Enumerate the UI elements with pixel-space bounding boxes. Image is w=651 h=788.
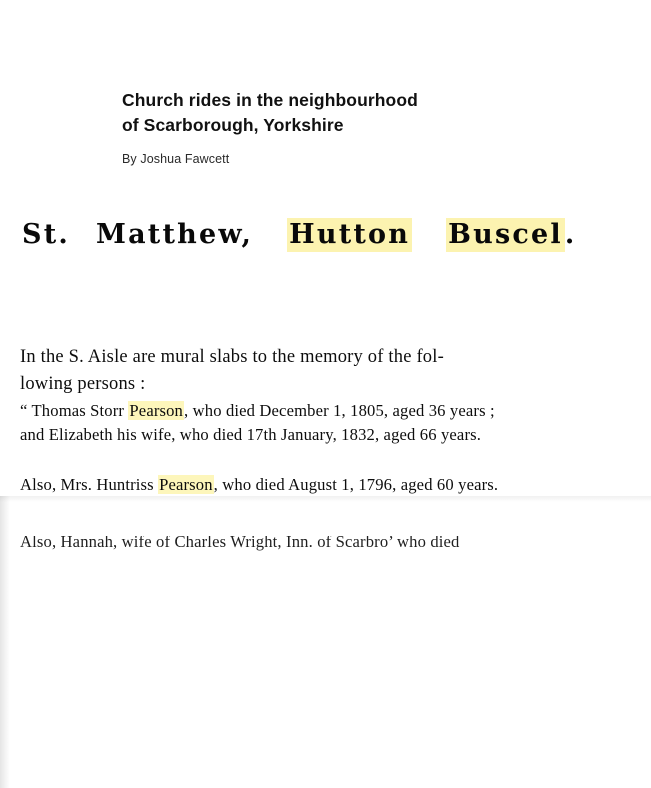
highlight-pearson-1: Pearson — [129, 401, 184, 421]
scan-body-text — [20, 344, 636, 497]
thomas-storr-pre: “ Thomas Storr — [20, 401, 129, 421]
paragraph-clipped-last-line — [20, 536, 636, 552]
paragraph-thomas-storr — [20, 399, 636, 447]
scan-section-heading — [22, 218, 634, 252]
heading-part-matthew: Matthew, — [95, 219, 254, 250]
paragraph-huntriss-pearson — [20, 473, 636, 497]
heading-part-period: . — [564, 219, 577, 250]
clipped-line-text: Also, Hannah, wife of Charles Wright, Inn. of Scarbro’ who died — [20, 536, 460, 551]
heading-highlight-hutton: Hutton — [289, 219, 411, 250]
page-title-line-1: Church rides in the neighbourhood — [122, 90, 418, 110]
page-title — [122, 88, 592, 138]
page-title-line-2: of Scarborough, Yorkshire — [122, 114, 344, 135]
highlight-pearson-2: Pearson — [159, 475, 213, 495]
paragraph-intro-line-1: In the S. Aisle are mural slabs to the memory of the fol- — [20, 347, 444, 367]
scan-left-shadow — [0, 496, 10, 788]
heading-part-saint: St. — [22, 219, 70, 250]
thomas-storr-post: , who died December 1, 1805, aged 36 years ; — [184, 401, 495, 421]
document-header — [122, 88, 592, 166]
paragraph-intro-line-2: lowing persons : — [20, 373, 146, 394]
heading-highlight-buscel: Buscel — [448, 219, 563, 250]
thomas-storr-line-2: and Elizabeth his wife, who died 17th January, 1832, aged 66 years. — [20, 425, 482, 445]
paragraph-spacer — [20, 447, 636, 473]
paragraph-intro — [20, 344, 636, 397]
scanned-page-image — [0, 196, 651, 592]
document-byline: By Joshua Fawcett — [122, 151, 230, 166]
huntriss-post: , who died August 1, 1796, aged 60 years. — [213, 475, 499, 495]
huntriss-pre: Also, Mrs. Huntriss — [20, 475, 159, 495]
